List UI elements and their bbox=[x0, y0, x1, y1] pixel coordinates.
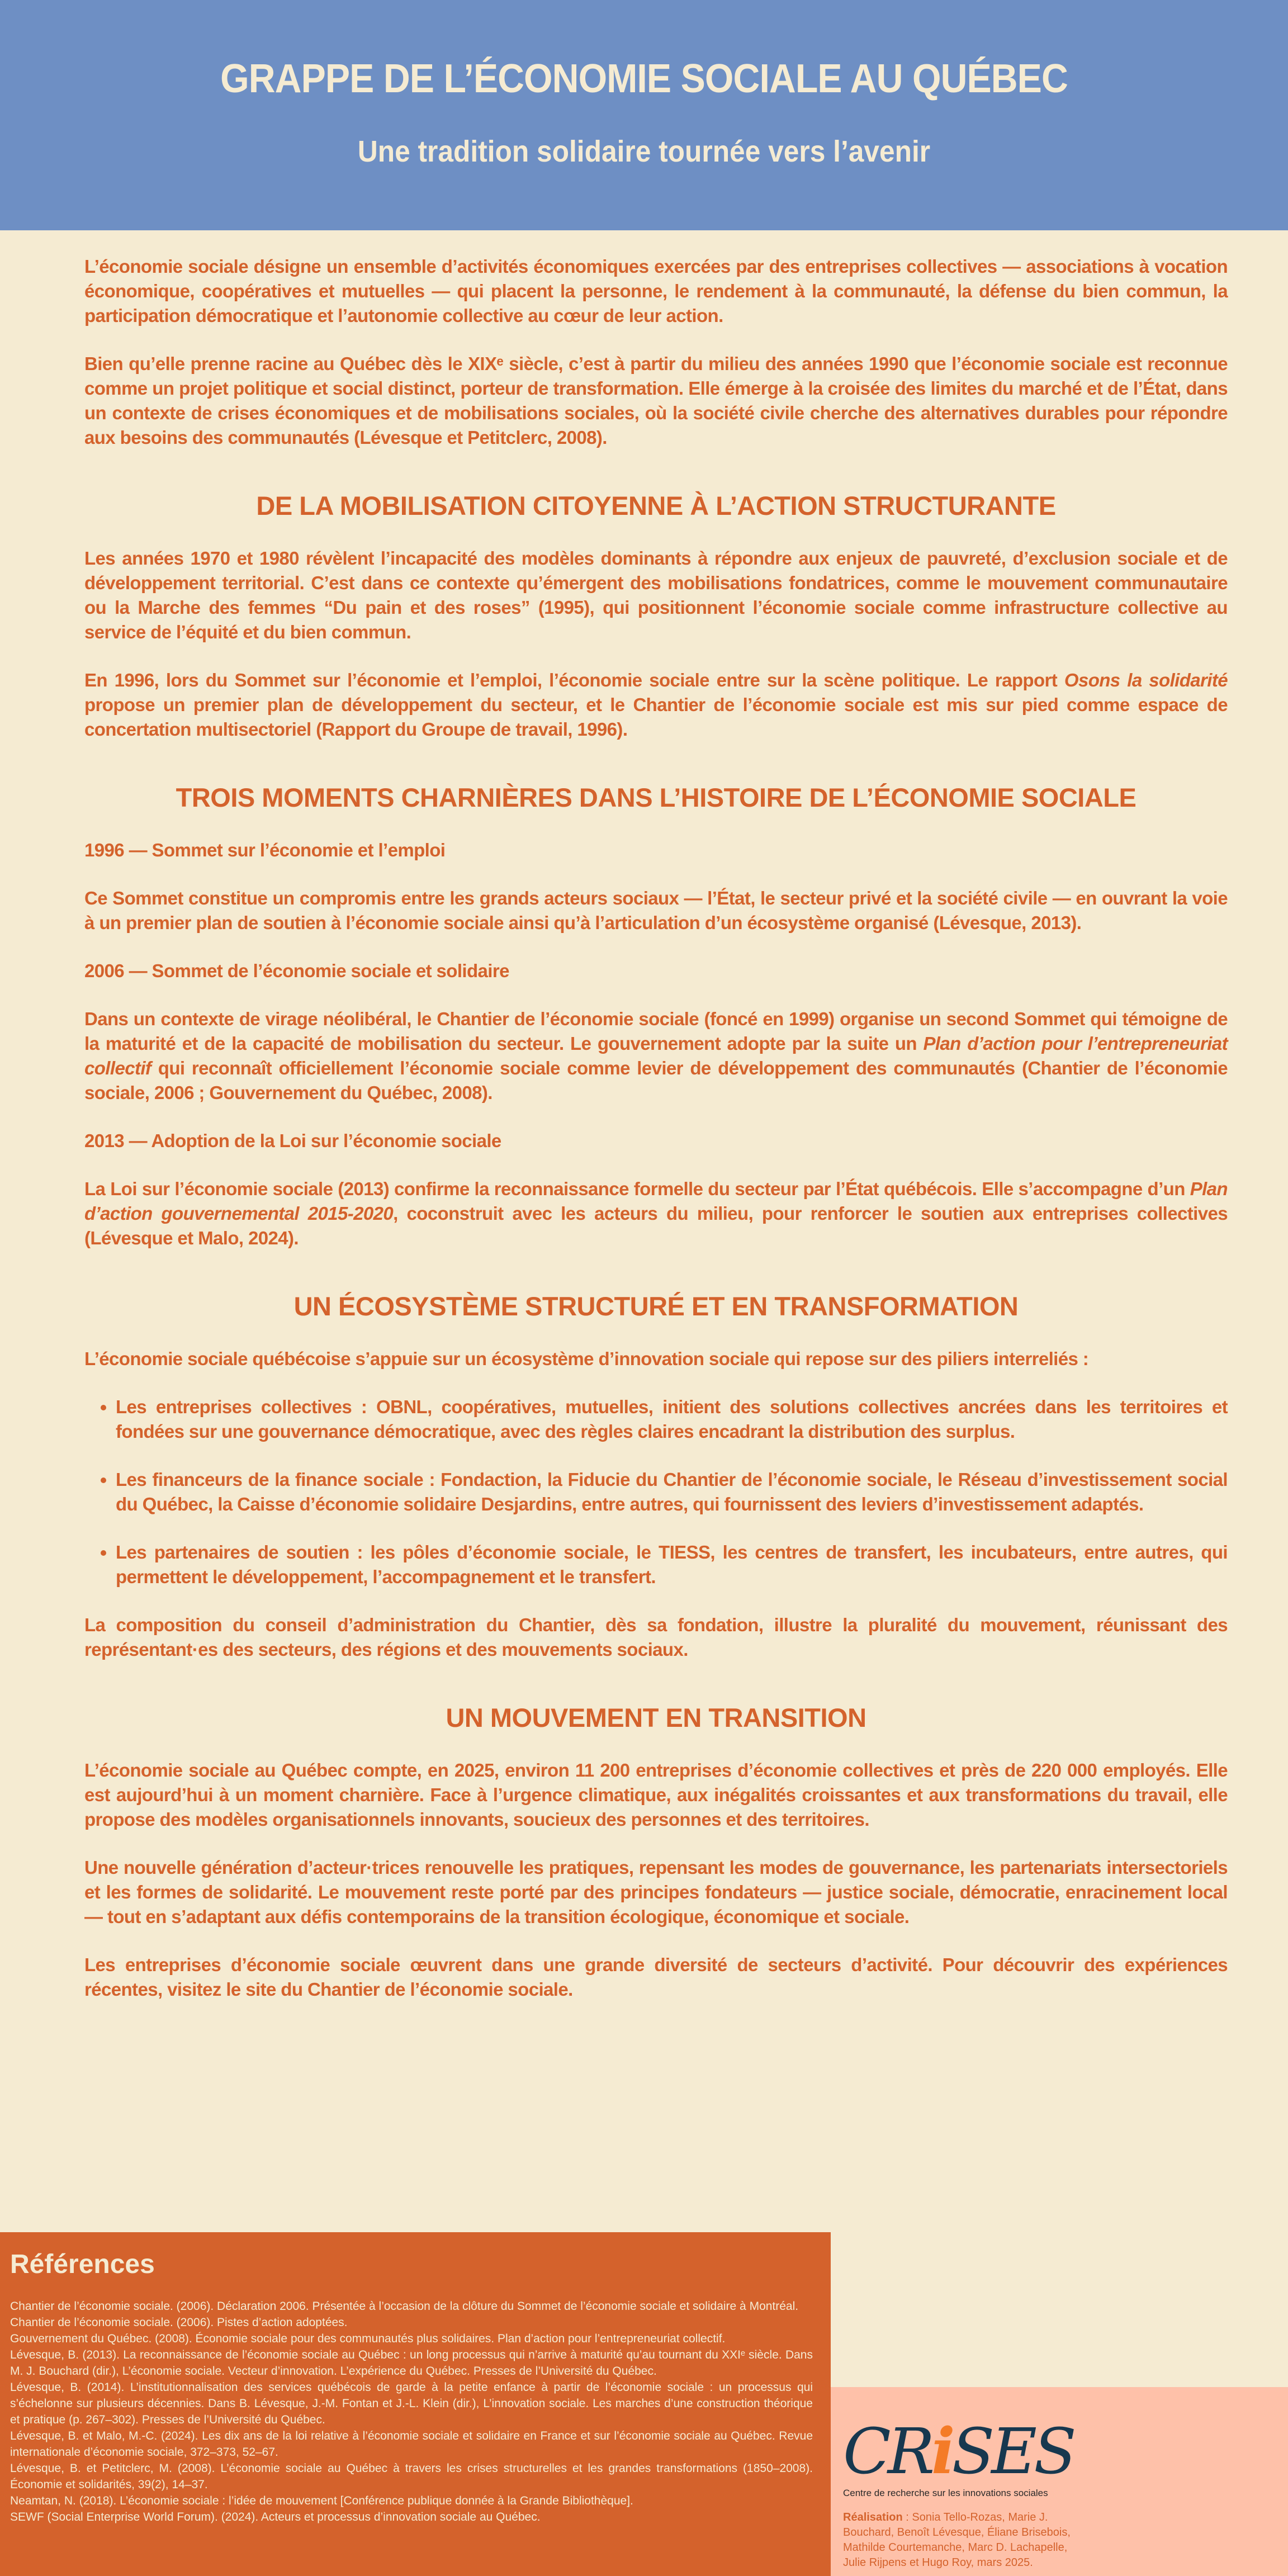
plan-title: Plan d’action pour l’entrepreneuriat collectif bbox=[84, 1033, 1228, 1078]
section-paragraph: Les années 1970 et 1980 révèlent l’incapacité des modèles dominants à répondre aux enjeux de pauvreté, d’exclusion sociale et de développement territorial. C’est dans ce contexte qu’émergent des mobilisations fondatrices, comme le mouvement communautaire ou la Marche des femmes “Du pain et des roses” (1995), qui positionnent l’économie sociale comme infrastructure collective au service de l’équité et du bien commun. bbox=[84, 548, 1228, 642]
reference-item: Lévesque, B. et Malo, M.-C. (2024). Les dix ans de la loi relative à l’économie sociale et solidaire en France et sur l’économie sociale au Québec. Revue internationale d’économie sociale, 372–373, 52–67. bbox=[10, 2430, 813, 2459]
poster-subtitle: Une tradition solidaire tournée vers l’avenir bbox=[357, 135, 931, 168]
section-paragraph: L’économie sociale québécoise s’appuie sur un écosystème d’innovation sociale qui repose sur des piliers interreliés : bbox=[84, 1348, 1089, 1369]
section-paragraph: La composition du conseil d’administration du Chantier, dès sa fondation, illustre la pluralité du mouvement, réunissant des représentant·es des secteurs, des régions et des mouvements sociaux. bbox=[84, 1614, 1228, 1660]
reference-item: Lévesque, B. (2014). L’institutionnalisation des services québécois de garde à la petite enfance à partir de l’économie sociale : un processus qui s’échelonne sur plusieurs décennies. Dans B. Lévesque, J.-M. Fontan et J.-L. Klein (dir.), L’innovation sociale. Les marches d’une construction théorique et pratique (p. 267–302). Presses de l’Université du Québec. bbox=[10, 2381, 813, 2426]
moment-text: La Loi sur l’économie sociale (2013) confirme la reconnaissance formelle du secteur par l’État québécois. Elle s’accompagne d’un Plan d’action gouvernemental 2015-2020, coconstruit avec les acteurs du milieu, pour renforcer le soutien aux entreprises collectives (Lévesque et Malo, 2024). bbox=[84, 1178, 1228, 1248]
crises-logo-subtitle: Centre de recherche sur les innovations sociales bbox=[843, 2488, 1048, 2498]
main-content bbox=[84, 254, 1228, 2025]
pillars-list bbox=[84, 1395, 1228, 1589]
moment-text: Dans un contexte de virage néolibéral, le Chantier de l’économie sociale (foncé en 1999) organise un second Sommet qui témoigne de la maturité et de la capacité de mobilisation du secteur. Le gouvernement adopte par la suite un Plan d’action pour l’entrepreneuriat collectif qui reconnaît officiellement l’économie sociale comme levier de développement des communautés (Chantier de l’économie sociale, 2006 ; Gouvernement du Québec, 2008). bbox=[84, 1008, 1228, 1103]
section-paragraph: Une nouvelle génération d’acteur·trices renouvelle les pratiques, repensant les modes de gouvernance, les partenariats intersectoriels et les formes de solidarité. Le mouvement reste porté par des principes fondateurs — justice sociale, démocratie, enracinement local — tout en s’adaptant aux défis contemporains de la transition écologique, économique et sociale. bbox=[84, 1857, 1228, 1927]
references-heading: Références bbox=[10, 2250, 155, 2279]
plan-title: Plan d’action gouvernemental 2015-2020 bbox=[84, 1178, 1228, 1224]
credits-text: : Sonia Tello-Rozas, Marie J. Bouchard, Benoît Lévesque, Éliane Brisebois, Mathilde Courtemanche, Marc D. Lachapelle, Julie Rijpens et Hugo Roy, mars 2025. bbox=[843, 2511, 1071, 2569]
credits-label: Réalisation bbox=[843, 2511, 903, 2523]
moment-text: Ce Sommet constitue un compromis entre les grands acteurs sociaux — l’État, le secteur privé et la société civile — en ouvrant la voie à un premier plan de soutien à l’économie sociale ainsi qu’à l’articulation d’un écosystème organisé (Lévesque, 2013). bbox=[84, 888, 1228, 933]
section-heading-mobilisation: DE LA MOBILISATION CITOYENNE À L’ACTION STRUCTURANTE bbox=[256, 491, 1056, 520]
reference-item: Chantier de l’économie sociale. (2006). Pistes d’action adoptées. bbox=[10, 2316, 348, 2329]
intro-paragraph: L’économie sociale désigne un ensemble d’activités économiques exercées par des entreprises collectives — associations à vocation économique, coopératives et mutuelles — qui placent la personne, le rendement à la communauté, la défense du bien commun, la participation démocratique et l’autonomie collective au cœur de leur action. bbox=[84, 256, 1228, 326]
header-banner bbox=[0, 0, 1288, 230]
references-panel bbox=[0, 2232, 831, 2576]
references-list bbox=[10, 2298, 813, 2525]
crises-panel bbox=[831, 2387, 1288, 2576]
section-heading-trois-moments: TROIS MOMENTS CHARNIÈRES DANS L’HISTOIRE DE L’ÉCONOMIE SOCIALE bbox=[176, 783, 1137, 812]
list-item: • Les financeurs de la finance sociale : Fondaction, la Fiducie du Chantier de l’économie sociale, le Réseau d’investissement social du Québec, la Caisse d’économie solidaire Desjardins, entre autres, qui fournissent des leviers d’investissement adaptés. bbox=[116, 1467, 1228, 1517]
report-title: Osons la solidarité bbox=[1064, 670, 1228, 690]
section-heading-ecosysteme: UN ÉCOSYSTÈME STRUCTURÉ ET EN TRANSFORMATION bbox=[293, 1291, 1019, 1321]
section-heading-transition: UN MOUVEMENT EN TRANSITION bbox=[446, 1703, 866, 1732]
section-paragraph: En 1996, lors du Sommet sur l’économie et l’emploi, l’économie sociale entre sur la scène politique. Le rapport Osons la solidarité propose un premier plan de développement du secteur, et le Chantier de l’économie sociale est mis sur pied comme espace de concertation multisectoriel (Rapport du Groupe de travail, 1996). bbox=[84, 670, 1228, 740]
section-paragraph: L’économie sociale au Québec compte, en 2025, environ 11 200 entreprises d’économie collectives et près de 220 000 employés. Elle est aujourd’hui à un moment charnière. Face à l’urgence climatique, aux inégalités croissantes et aux transformations du travail, elle propose des modèles organisationnels innovants, soucieux des personnes et des territoires. bbox=[84, 1760, 1228, 1830]
logo-i-mark: i bbox=[931, 2415, 952, 2488]
reference-item: Lévesque, B. (2013). La reconnaissance de l’économie sociale au Québec : un long processus qui n’arrive à maturité qu’au tournant du XXIᵉ siècle. Dans M. J. Bouchard (dir.), L’économie sociale. Vecteur d’innovation. L’expérience du Québec. Presses de l’Université du Québec. bbox=[10, 2348, 813, 2378]
crises-logo: CRiSES bbox=[843, 2415, 1073, 2488]
list-item: • Les partenaires de soutien : les pôles d’économie sociale, le TIESS, les centres de transfert, les incubateurs, entre autres, qui permettent le développement, l’accompagnement et le transfert. bbox=[116, 1540, 1228, 1589]
reference-item: SEWF (Social Enterprise World Forum). (2024). Acteurs et processus d’innovation sociale au Québec. bbox=[10, 2511, 541, 2523]
moment-title: 2013 — Adoption de la Loi sur l’économie sociale bbox=[84, 1130, 501, 1151]
moment-title: 2006 — Sommet de l’économie sociale et solidaire bbox=[84, 960, 509, 981]
section-paragraph: Les entreprises d’économie sociale œuvrent dans une grande diversité de secteurs d’activité. Pour découvrir des expériences récentes, visitez le site du Chantier de l’économie sociale. bbox=[84, 1954, 1228, 2000]
credits bbox=[843, 2510, 1083, 2570]
moment-title: 1996 — Sommet sur l’économie et l’emploi bbox=[84, 840, 446, 860]
intro-paragraph: Bien qu’elle prenne racine au Québec dès le XIXᵉ siècle, c’est à partir du milieu des années 1990 que l’économie sociale est reconnue comme un projet politique et social distinct, porteur de transformation. Elle émerge à la croisée des limites du marché et de l’État, dans un contexte de crises économiques et de mobilisations sociales, où la société civile cherche des alternatives durables pour répondre aux besoins des communautés (Lévesque et Petitclerc, 2008). bbox=[84, 353, 1228, 448]
reference-item: Chantier de l’économie sociale. (2006). Déclaration 2006. Présentée à l’occasion de la clôture du Sommet de l’économie sociale et solidaire à Montréal. bbox=[10, 2300, 799, 2313]
poster-title: GRAPPE DE L’ÉCONOMIE SOCIALE AU QUÉBEC bbox=[220, 56, 1068, 101]
reference-item: Neamtan, N. (2018). L’économie sociale : l’idée de mouvement [Conférence publique donnée à la Grande Bibliothèque]. bbox=[10, 2494, 633, 2507]
reference-item: Lévesque, B. et Petitclerc, M. (2008). L’économie sociale au Québec à travers les crises structurelles et les grandes transformations (1850–2008). Économie et solidarités, 39(2), 14–37. bbox=[10, 2462, 813, 2491]
list-item: • Les entreprises collectives : OBNL, coopératives, mutuelles, initient des solutions collectives ancrées dans les territoires et fondées sur une gouvernance démocratique, avec des règles claires encadrant la distribution des surplus. bbox=[116, 1395, 1228, 1444]
reference-item: Gouvernement du Québec. (2008). Économie sociale pour des communautés plus solidaires. Plan d’action pour l’entrepreneuriat collectif. bbox=[10, 2332, 726, 2345]
